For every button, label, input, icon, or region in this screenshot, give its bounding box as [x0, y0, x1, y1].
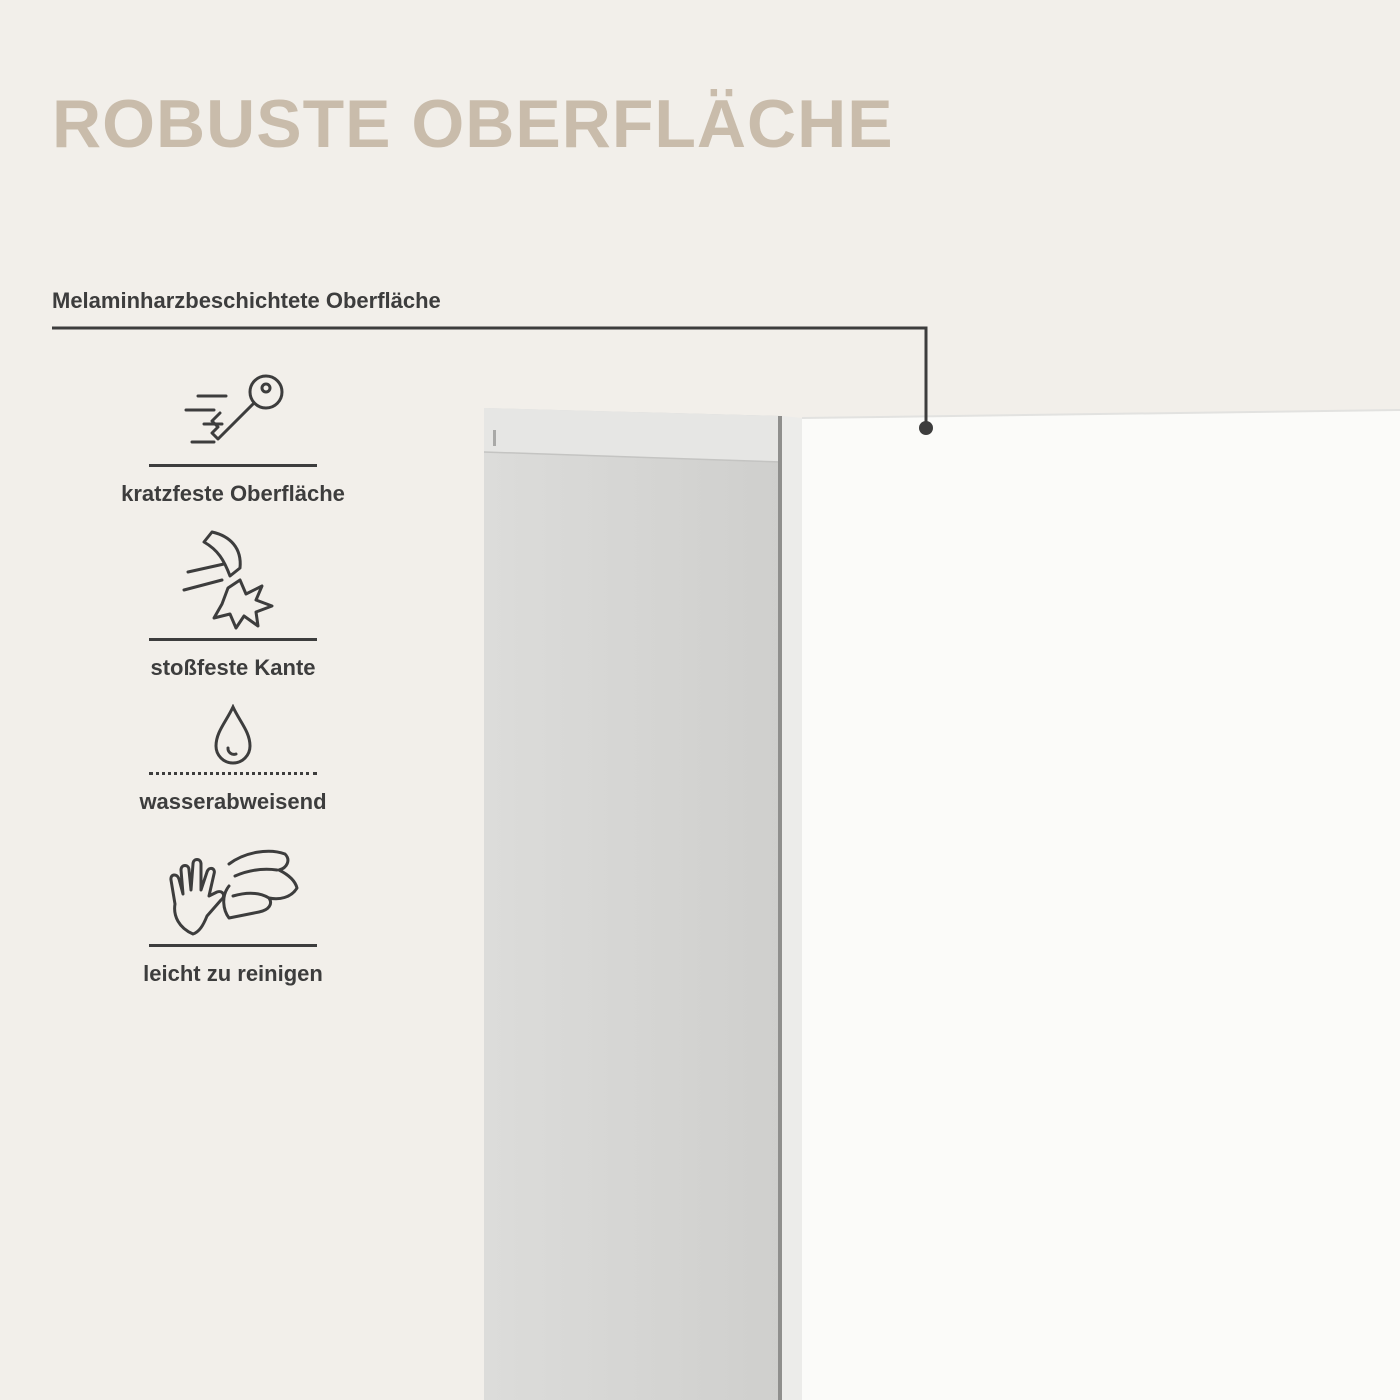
key-scratch-icon	[178, 366, 288, 450]
feature-water-repellent	[120, 704, 346, 815]
feature-label: wasserabweisend	[139, 789, 327, 814]
feature-easy-to-clean	[120, 846, 346, 987]
feature-label: kratzfeste Oberfläche	[121, 481, 345, 506]
hammer-impact-icon	[178, 528, 288, 630]
feature-label: leicht zu reinigen	[143, 961, 323, 986]
page-title: ROBUSTE OBERFLÄCHE	[52, 85, 894, 162]
callout-dot	[919, 421, 933, 435]
callout-label: Melaminharzbeschichtete Oberfläche	[52, 288, 441, 313]
hand-cloth-icon	[163, 846, 303, 938]
feature-impact-resistant	[120, 528, 346, 681]
water-drop-icon	[208, 704, 258, 766]
feature-scratch-resistant	[120, 366, 346, 507]
feature-label: stoßfeste Kante	[150, 655, 316, 680]
